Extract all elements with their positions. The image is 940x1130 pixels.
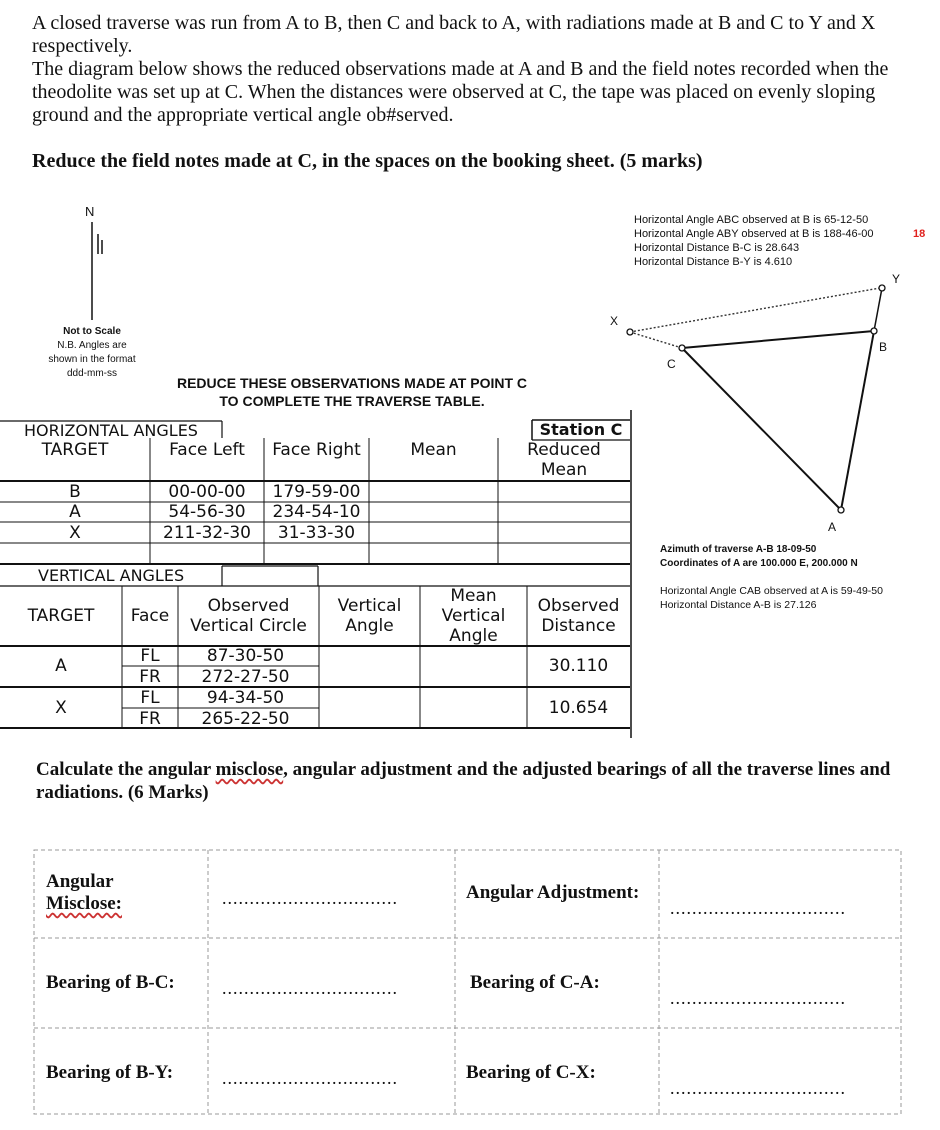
label-angular-adjustment: Angular Adjustment: xyxy=(466,882,640,903)
vertical-angle-line-2: Angle xyxy=(345,616,394,636)
row-face-left: 00-00-00 xyxy=(168,482,246,502)
v-row-distance: 10.654 xyxy=(548,698,609,718)
task-2-heading xyxy=(36,758,916,804)
label-y: Y xyxy=(892,272,901,286)
scale-note-line-4: ddd-mm-ss xyxy=(66,368,117,379)
answer-blank-misclose[interactable]: ................................ xyxy=(222,888,398,908)
observed-distance-line-1: Observed xyxy=(537,596,620,616)
row-face-left: 54-56-30 xyxy=(168,502,246,522)
row-face-right: 234-54-10 xyxy=(272,502,361,522)
v-row-obs-2: 265-22-50 xyxy=(201,709,290,729)
v-row-obs-1: 94-34-50 xyxy=(206,688,285,708)
label-angular-misclose xyxy=(46,871,122,915)
col-header-mean: Mean xyxy=(410,440,457,460)
label-b: B xyxy=(879,340,888,354)
scale-note-line-2: N.B. Angles are xyxy=(57,340,127,351)
scale-note-line-3: shown in the format xyxy=(48,354,136,365)
v-row-face-2: FR xyxy=(139,709,161,729)
col-header-target: TARGET xyxy=(41,440,109,460)
label-a: A xyxy=(828,520,837,534)
scale-note-line-1: Not to Scale xyxy=(63,326,121,337)
v-col-header-observed xyxy=(178,596,319,636)
answer-blank-cx[interactable]: ................................ xyxy=(670,1078,846,1098)
station-a-marker xyxy=(838,507,844,513)
note-b-2: Horizontal Angle ABY observed at B is 188-46-00 xyxy=(634,228,874,240)
task-2-misclose-word: misclose xyxy=(215,759,284,780)
v-col-header-face: Face xyxy=(130,606,170,626)
traverse-diagram xyxy=(600,270,920,520)
answer-blank-ca[interactable]: ................................ xyxy=(670,988,846,1008)
v-row-distance: 30.110 xyxy=(548,656,609,676)
mean-va-line-2: Vertical xyxy=(441,606,506,626)
v-row-obs-2: 272-27-50 xyxy=(201,667,290,687)
intro-paragraph-1: A closed traverse was run from A to B, then C and back to A, with radiations made at B and C to Y and X respectively. xyxy=(32,12,876,57)
misclose-line-2: Misclose: xyxy=(46,893,122,914)
observed-line-2: Vertical Circle xyxy=(190,616,307,636)
vertical-angle-line-1: Vertical xyxy=(337,596,402,616)
label-c: C xyxy=(667,357,676,371)
v-row-face-1: FL xyxy=(140,646,160,666)
line-a-c xyxy=(682,348,841,510)
v-row-target: X xyxy=(55,698,67,718)
label-bearing-ca: Bearing of C-A: xyxy=(470,972,600,993)
vertical-angles-title: VERTICAL ANGLES xyxy=(38,566,185,585)
station-c-marker xyxy=(679,345,685,351)
mean-va-line-3: Angle xyxy=(449,626,498,646)
v-col-header-observed-distance xyxy=(527,596,630,636)
label-bearing-cx: Bearing of C-X: xyxy=(466,1062,596,1083)
note-a-2: Horizontal Distance A-B is 27.126 xyxy=(660,599,817,611)
notes-at-b xyxy=(634,213,874,269)
line-b-y xyxy=(874,288,882,331)
task-1-heading: Reduce the field notes made at C, in the spaces on the booking sheet. (5 marks) xyxy=(32,150,703,172)
intro-paragraph-2: The diagram below shows the reduced observations made at A and B and the field notes recorded when the theodolite was set up at C. When the distances were observed at C, the tape was placed on evenly sloping ground and the appropriate vertical angle ob#served. xyxy=(32,58,889,126)
v-row-face-2: FR xyxy=(139,667,161,687)
station-y-marker xyxy=(879,285,885,291)
mean-va-line-1: Mean xyxy=(450,586,497,606)
v-col-header-target: TARGET xyxy=(27,606,95,626)
task-2-part-1: Calculate the angular xyxy=(36,759,216,780)
row-face-left: 211-32-30 xyxy=(163,523,251,543)
reduce-heading-line-2: TO COMPLETE THE TRAVERSE TABLE. xyxy=(219,393,485,409)
station-x-marker xyxy=(627,329,633,335)
v-col-header-vertical-angle xyxy=(319,596,420,636)
note-a-1: Horizontal Angle CAB observed at A is 59-49-50 xyxy=(660,585,883,597)
row-target: B xyxy=(69,482,81,502)
red-marker-number: 18 xyxy=(913,228,926,240)
coordinates-text: Coordinates of A are 100.000 E, 200.000 N xyxy=(660,558,858,569)
answer-blank-by[interactable]: ................................ xyxy=(222,1068,398,1088)
v-row-target: A xyxy=(55,656,67,676)
horizontal-angles-title: HORIZONTAL ANGLES xyxy=(24,421,198,440)
v-col-header-mean-vertical-angle xyxy=(420,586,527,646)
label-bearing-by: Bearing of B-Y: xyxy=(46,1062,174,1083)
row-face-right: 179-59-00 xyxy=(272,482,361,502)
col-header-face-right: Face Right xyxy=(272,440,361,460)
label-bearing-bc: Bearing of B-C: xyxy=(46,972,175,993)
line-c-b xyxy=(682,331,874,348)
note-b-1: Horizontal Angle ABC observed at B is 65-12-50 xyxy=(634,214,869,226)
row-target: A xyxy=(69,502,81,522)
azimuth-notes xyxy=(660,543,858,571)
col-header-face-left: Face Left xyxy=(169,440,245,460)
reduced-mean-line-1: Reduced xyxy=(527,440,601,460)
answer-blank-adjustment[interactable]: ................................ xyxy=(670,898,846,918)
row-target: X xyxy=(69,523,81,543)
note-b-3: Horizontal Distance B-C is 28.643 xyxy=(634,242,800,254)
station-b-marker xyxy=(871,328,877,334)
v-row-obs-1: 87-30-50 xyxy=(206,646,285,666)
label-x: X xyxy=(610,314,619,328)
row-face-right: 31-33-30 xyxy=(277,523,356,543)
radiation-b-y xyxy=(630,288,880,332)
task-2-part-2: , angular adjustment and the adjusted bearings of all the traverse lines and radiations. (6 Marks) xyxy=(36,759,891,803)
observed-line-1: Observed xyxy=(207,596,290,616)
v-row-face-1: FL xyxy=(140,688,160,708)
reduced-mean-line-2: Mean xyxy=(540,460,588,480)
answer-blank-bc[interactable]: ................................ xyxy=(222,978,398,998)
azimuth-text: Azimuth of traverse A-B 18-09-50 xyxy=(660,544,817,555)
north-label: N xyxy=(85,204,95,219)
notes-at-a xyxy=(660,584,883,612)
station-c-label: Station C xyxy=(539,420,623,439)
misclose-line-1: Angular xyxy=(46,871,114,892)
reduce-heading-line-1: REDUCE THESE OBSERVATIONS MADE AT POINT C xyxy=(176,375,528,391)
radiation-c-x xyxy=(630,332,682,348)
line-b-a xyxy=(841,331,874,510)
observed-distance-line-2: Distance xyxy=(541,616,616,636)
note-b-4: Horizontal Distance B-Y is 4.610 xyxy=(634,256,793,268)
